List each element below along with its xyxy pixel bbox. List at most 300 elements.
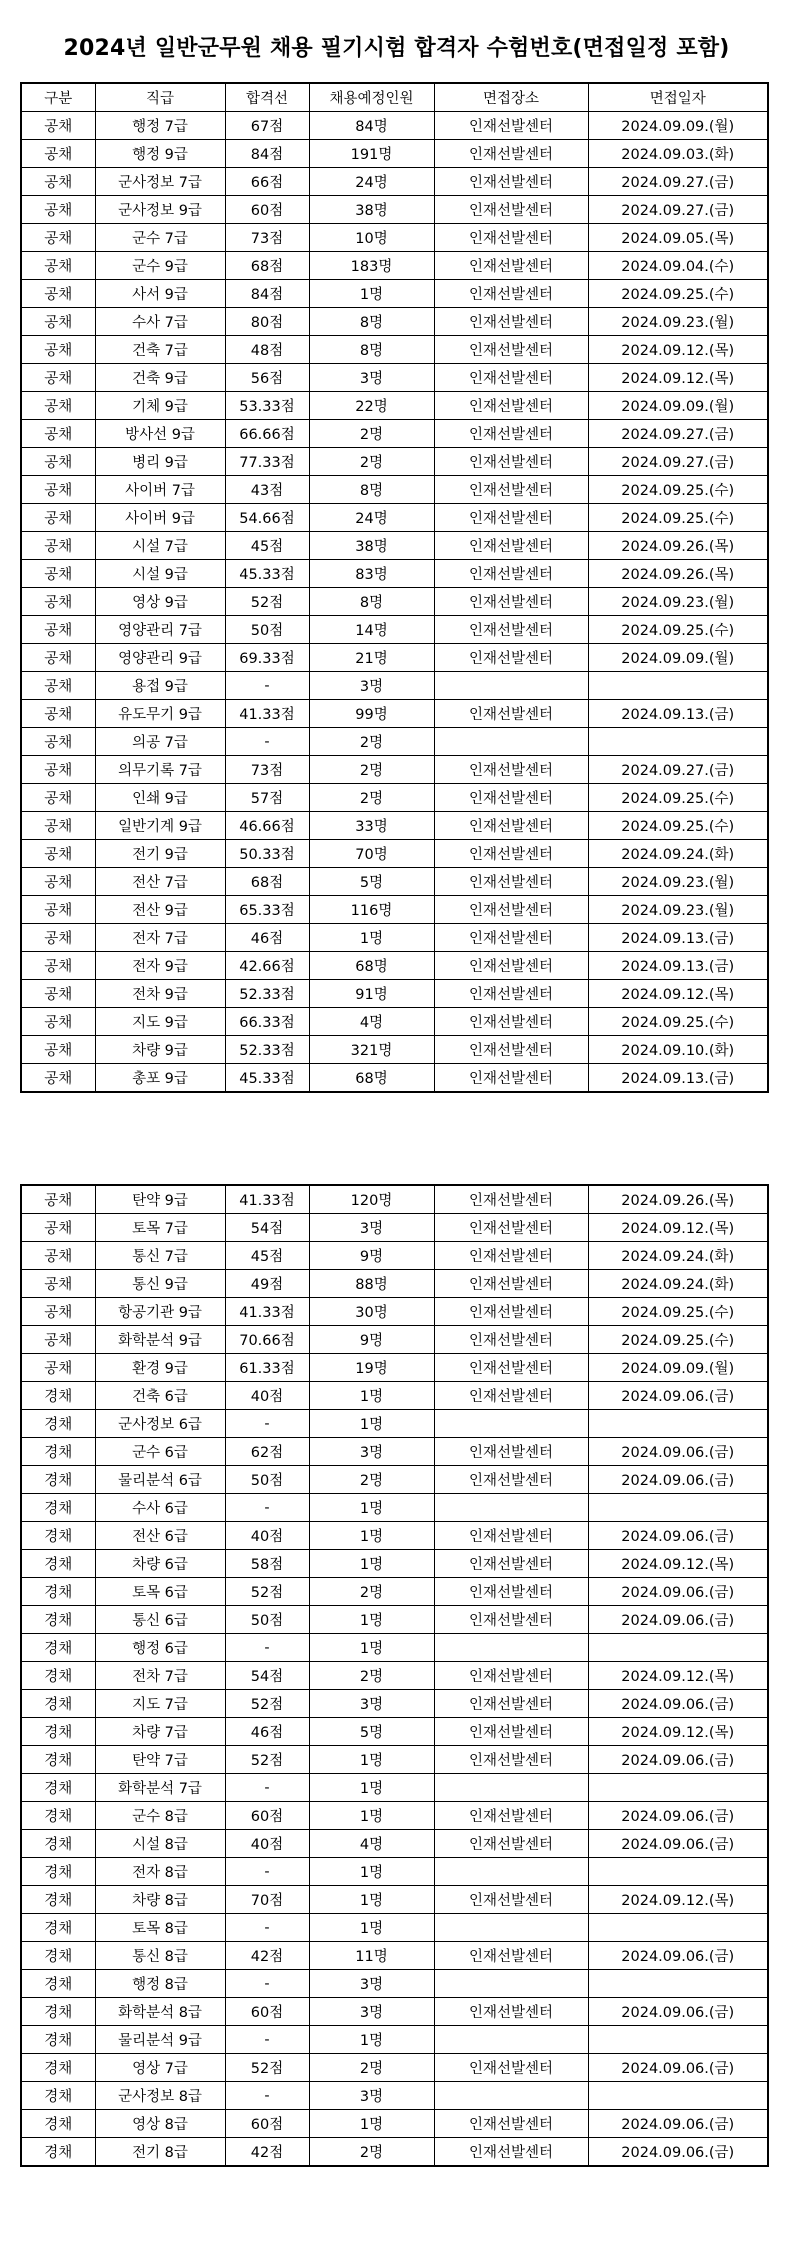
category-cell: 공채: [21, 392, 95, 420]
table-row: [21, 700, 768, 728]
table-row: [21, 1634, 768, 1662]
planned-hires-cell: 8명: [309, 336, 434, 364]
cutoff-cell: 42점: [225, 2138, 309, 2167]
interview-date-cell: 2024.09.12.(목): [588, 980, 768, 1008]
interview-place-cell: 인재선발센터: [434, 644, 588, 672]
interview-date-cell: [588, 728, 768, 756]
interview-place-cell: 인재선발센터: [434, 700, 588, 728]
table-row: [21, 1914, 768, 1942]
table-row: [21, 1382, 768, 1410]
cutoff-cell: 57점: [225, 784, 309, 812]
interview-date-cell: 2024.09.25.(수): [588, 476, 768, 504]
interview-place-cell: 인재선발센터: [434, 1998, 588, 2026]
interview-date-cell: 2024.09.23.(월): [588, 896, 768, 924]
interview-date-cell: 2024.09.25.(수): [588, 616, 768, 644]
cutoff-cell: 50점: [225, 1466, 309, 1494]
interview-date-cell: 2024.09.27.(금): [588, 756, 768, 784]
category-cell: 경채: [21, 2082, 95, 2110]
interview-date-cell: [588, 1914, 768, 1942]
interview-date-cell: 2024.09.13.(금): [588, 700, 768, 728]
results-table-1: [20, 82, 769, 1093]
cutoff-cell: 70.66점: [225, 1326, 309, 1354]
grade-cell: 행정 6급: [95, 1634, 225, 1662]
cutoff-cell: 46.66점: [225, 812, 309, 840]
header-category: 구분: [21, 83, 95, 112]
interview-place-cell: [434, 2026, 588, 2054]
grade-cell: 전산 7급: [95, 868, 225, 896]
grade-cell: 행정 8급: [95, 1970, 225, 1998]
category-cell: 경채: [21, 1998, 95, 2026]
interview-place-cell: 인재선발센터: [434, 476, 588, 504]
grade-cell: 시설 8급: [95, 1830, 225, 1858]
category-cell: 공채: [21, 784, 95, 812]
cutoff-cell: 84점: [225, 140, 309, 168]
interview-date-cell: 2024.09.06.(금): [588, 1578, 768, 1606]
planned-hires-cell: 2명: [309, 1662, 434, 1690]
grade-cell: 수사 6급: [95, 1494, 225, 1522]
planned-hires-cell: 1명: [309, 1802, 434, 1830]
cutoff-cell: 46점: [225, 924, 309, 952]
cutoff-cell: 41.33점: [225, 1298, 309, 1326]
cutoff-cell: 60점: [225, 196, 309, 224]
grade-cell: 시설 7급: [95, 532, 225, 560]
grade-cell: 전기 9급: [95, 840, 225, 868]
table-row: [21, 1214, 768, 1242]
category-cell: 경채: [21, 1466, 95, 1494]
cutoff-cell: 45점: [225, 532, 309, 560]
planned-hires-cell: 33명: [309, 812, 434, 840]
planned-hires-cell: 2명: [309, 2138, 434, 2167]
interview-date-cell: 2024.09.06.(금): [588, 1438, 768, 1466]
grade-cell: 물리분석 9급: [95, 2026, 225, 2054]
interview-place-cell: 인재선발센터: [434, 1008, 588, 1036]
category-cell: 공채: [21, 924, 95, 952]
table-row: [21, 2026, 768, 2054]
category-cell: 공채: [21, 196, 95, 224]
table-row: [21, 728, 768, 756]
interview-date-cell: [588, 1634, 768, 1662]
interview-place-cell: 인재선발센터: [434, 1690, 588, 1718]
planned-hires-cell: 120명: [309, 1185, 434, 1214]
category-cell: 경채: [21, 1578, 95, 1606]
cutoff-cell: 50점: [225, 616, 309, 644]
cutoff-cell: 58점: [225, 1550, 309, 1578]
planned-hires-cell: 11명: [309, 1942, 434, 1970]
cutoff-cell: 48점: [225, 336, 309, 364]
interview-place-cell: 인재선발센터: [434, 1242, 588, 1270]
interview-place-cell: [434, 672, 588, 700]
planned-hires-cell: 22명: [309, 392, 434, 420]
planned-hires-cell: 2명: [309, 728, 434, 756]
category-cell: 공채: [21, 1298, 95, 1326]
table-row: [21, 952, 768, 980]
table-row: [21, 560, 768, 588]
interview-date-cell: 2024.09.26.(목): [588, 560, 768, 588]
cutoff-cell: 60점: [225, 1802, 309, 1830]
cutoff-cell: 52점: [225, 1746, 309, 1774]
table-row: [21, 1270, 768, 1298]
cutoff-cell: 66.66점: [225, 420, 309, 448]
interview-place-cell: [434, 2082, 588, 2110]
interview-date-cell: 2024.09.23.(월): [588, 308, 768, 336]
cutoff-cell: 84점: [225, 280, 309, 308]
category-cell: 공채: [21, 336, 95, 364]
interview-date-cell: 2024.09.06.(금): [588, 1998, 768, 2026]
category-cell: 공채: [21, 952, 95, 980]
grade-cell: 총포 9급: [95, 1064, 225, 1093]
category-cell: 공채: [21, 308, 95, 336]
interview-date-cell: 2024.09.12.(목): [588, 1718, 768, 1746]
category-cell: 경채: [21, 1410, 95, 1438]
interview-place-cell: 인재선발센터: [434, 1606, 588, 1634]
interview-place-cell: 인재선발센터: [434, 1466, 588, 1494]
interview-date-cell: 2024.09.24.(화): [588, 840, 768, 868]
planned-hires-cell: 8명: [309, 308, 434, 336]
interview-place-cell: 인재선발센터: [434, 840, 588, 868]
grade-cell: 건축 9급: [95, 364, 225, 392]
planned-hires-cell: 1명: [309, 1746, 434, 1774]
grade-cell: 의공 7급: [95, 728, 225, 756]
cutoff-cell: 45점: [225, 1242, 309, 1270]
table-row: [21, 812, 768, 840]
table-row: [21, 1438, 768, 1466]
cutoff-cell: 69.33점: [225, 644, 309, 672]
planned-hires-cell: 191명: [309, 140, 434, 168]
cutoff-cell: -: [225, 2026, 309, 2054]
cutoff-cell: 60점: [225, 1998, 309, 2026]
grade-cell: 차량 7급: [95, 1718, 225, 1746]
planned-hires-cell: 1명: [309, 1606, 434, 1634]
interview-date-cell: 2024.09.06.(금): [588, 2110, 768, 2138]
cutoff-cell: 54.66점: [225, 504, 309, 532]
table-row: [21, 1830, 768, 1858]
grade-cell: 화학분석 8급: [95, 1998, 225, 2026]
cutoff-cell: 43점: [225, 476, 309, 504]
category-cell: 경채: [21, 1942, 95, 1970]
grade-cell: 전차 7급: [95, 1662, 225, 1690]
category-cell: 공채: [21, 644, 95, 672]
planned-hires-cell: 9명: [309, 1326, 434, 1354]
interview-date-cell: [588, 1494, 768, 1522]
planned-hires-cell: 83명: [309, 560, 434, 588]
interview-date-cell: 2024.09.27.(금): [588, 448, 768, 476]
planned-hires-cell: 1명: [309, 1410, 434, 1438]
cutoff-cell: 42.66점: [225, 952, 309, 980]
planned-hires-cell: 14명: [309, 616, 434, 644]
interview-date-cell: 2024.09.27.(금): [588, 420, 768, 448]
interview-date-cell: 2024.09.23.(월): [588, 868, 768, 896]
interview-place-cell: 인재선발센터: [434, 1746, 588, 1774]
interview-place-cell: [434, 1634, 588, 1662]
interview-date-cell: 2024.09.06.(금): [588, 1690, 768, 1718]
grade-cell: 용접 9급: [95, 672, 225, 700]
planned-hires-cell: 3명: [309, 1438, 434, 1466]
cutoff-cell: -: [225, 1858, 309, 1886]
interview-place-cell: 인재선발센터: [434, 1270, 588, 1298]
cutoff-cell: 80점: [225, 308, 309, 336]
category-cell: 공채: [21, 476, 95, 504]
table-row: [21, 1036, 768, 1064]
planned-hires-cell: 1명: [309, 2110, 434, 2138]
interview-date-cell: 2024.09.25.(수): [588, 280, 768, 308]
category-cell: 경채: [21, 2138, 95, 2167]
planned-hires-cell: 24명: [309, 504, 434, 532]
planned-hires-cell: 3명: [309, 1970, 434, 1998]
grade-cell: 지도 7급: [95, 1690, 225, 1718]
cutoff-cell: 66.33점: [225, 1008, 309, 1036]
table-row: [21, 1970, 768, 1998]
category-cell: 공채: [21, 616, 95, 644]
category-cell: 공채: [21, 1008, 95, 1036]
planned-hires-cell: 84명: [309, 112, 434, 140]
interview-place-cell: 인재선발센터: [434, 252, 588, 280]
cutoff-cell: -: [225, 672, 309, 700]
table-row: [21, 252, 768, 280]
category-cell: 경채: [21, 1774, 95, 1802]
interview-place-cell: 인재선발센터: [434, 2110, 588, 2138]
interview-place-cell: 인재선발센터: [434, 392, 588, 420]
table-row: [21, 196, 768, 224]
planned-hires-cell: 1명: [309, 280, 434, 308]
table-row: [21, 168, 768, 196]
interview-date-cell: 2024.09.25.(수): [588, 1326, 768, 1354]
planned-hires-cell: 116명: [309, 896, 434, 924]
interview-date-cell: [588, 672, 768, 700]
interview-place-cell: 인재선발센터: [434, 532, 588, 560]
table-row: [21, 1242, 768, 1270]
cutoff-cell: 77.33점: [225, 448, 309, 476]
cutoff-cell: 52점: [225, 1690, 309, 1718]
interview-place-cell: 인재선발센터: [434, 868, 588, 896]
interview-place-cell: 인재선발센터: [434, 1662, 588, 1690]
cutoff-cell: -: [225, 1914, 309, 1942]
table-row: [21, 336, 768, 364]
category-cell: 경채: [21, 1382, 95, 1410]
interview-date-cell: 2024.09.25.(수): [588, 1298, 768, 1326]
planned-hires-cell: 3명: [309, 1690, 434, 1718]
cutoff-cell: 70점: [225, 1886, 309, 1914]
planned-hires-cell: 1명: [309, 1550, 434, 1578]
cutoff-cell: 52.33점: [225, 980, 309, 1008]
cutoff-cell: 49점: [225, 1270, 309, 1298]
grade-cell: 사이버 7급: [95, 476, 225, 504]
planned-hires-cell: 3명: [309, 672, 434, 700]
interview-date-cell: 2024.09.06.(금): [588, 1802, 768, 1830]
planned-hires-cell: 183명: [309, 252, 434, 280]
table-row: [21, 448, 768, 476]
category-cell: 공채: [21, 1214, 95, 1242]
category-cell: 공채: [21, 588, 95, 616]
interview-place-cell: 인재선발센터: [434, 1830, 588, 1858]
interview-date-cell: 2024.09.09.(월): [588, 392, 768, 420]
category-cell: 공채: [21, 728, 95, 756]
planned-hires-cell: 38명: [309, 532, 434, 560]
interview-place-cell: 인재선발센터: [434, 616, 588, 644]
cutoff-cell: 65.33점: [225, 896, 309, 924]
grade-cell: 건축 7급: [95, 336, 225, 364]
cutoff-cell: 40점: [225, 1382, 309, 1410]
table-row: [21, 896, 768, 924]
planned-hires-cell: 1명: [309, 1522, 434, 1550]
grade-cell: 통신 7급: [95, 1242, 225, 1270]
category-cell: 경채: [21, 1690, 95, 1718]
table-row: [21, 1942, 768, 1970]
category-cell: 공채: [21, 252, 95, 280]
category-cell: 공채: [21, 700, 95, 728]
category-cell: 공채: [21, 364, 95, 392]
cutoff-cell: 46점: [225, 1718, 309, 1746]
interview-date-cell: 2024.09.06.(금): [588, 1830, 768, 1858]
header-interview-place: 면접장소: [434, 83, 588, 112]
cutoff-cell: 60점: [225, 2110, 309, 2138]
grade-cell: 병리 9급: [95, 448, 225, 476]
interview-place-cell: 인재선발센터: [434, 756, 588, 784]
interview-date-cell: [588, 1410, 768, 1438]
grade-cell: 통신 8급: [95, 1942, 225, 1970]
category-cell: 경채: [21, 1634, 95, 1662]
interview-date-cell: 2024.09.06.(금): [588, 1942, 768, 1970]
interview-place-cell: 인재선발센터: [434, 1064, 588, 1093]
grade-cell: 군수 7급: [95, 224, 225, 252]
category-cell: 공채: [21, 840, 95, 868]
planned-hires-cell: 2명: [309, 1466, 434, 1494]
interview-date-cell: 2024.09.09.(월): [588, 644, 768, 672]
table-row: [21, 1746, 768, 1774]
interview-date-cell: 2024.09.24.(화): [588, 1242, 768, 1270]
interview-place-cell: 인재선발센터: [434, 420, 588, 448]
category-cell: 공채: [21, 1036, 95, 1064]
category-cell: 공채: [21, 1242, 95, 1270]
category-cell: 공채: [21, 896, 95, 924]
planned-hires-cell: 1명: [309, 2026, 434, 2054]
interview-date-cell: 2024.09.25.(수): [588, 784, 768, 812]
interview-date-cell: [588, 1774, 768, 1802]
category-cell: 공채: [21, 756, 95, 784]
cutoff-cell: 66점: [225, 168, 309, 196]
table-row: [21, 980, 768, 1008]
cutoff-cell: 62점: [225, 1438, 309, 1466]
grade-cell: 전자 9급: [95, 952, 225, 980]
planned-hires-cell: 19명: [309, 1354, 434, 1382]
grade-cell: 기체 9급: [95, 392, 225, 420]
table-row: [21, 672, 768, 700]
table-row: [21, 2054, 768, 2082]
grade-cell: 영상 8급: [95, 2110, 225, 2138]
interview-place-cell: 인재선발센터: [434, 784, 588, 812]
interview-place-cell: 인재선발센터: [434, 952, 588, 980]
grade-cell: 수사 7급: [95, 308, 225, 336]
category-cell: 공채: [21, 532, 95, 560]
grade-cell: 탄약 9급: [95, 1185, 225, 1214]
cutoff-cell: -: [225, 728, 309, 756]
table-row: [21, 1998, 768, 2026]
interview-date-cell: 2024.09.25.(수): [588, 1008, 768, 1036]
cutoff-cell: 45.33점: [225, 560, 309, 588]
interview-date-cell: 2024.09.25.(수): [588, 504, 768, 532]
cutoff-cell: 41.33점: [225, 1185, 309, 1214]
interview-date-cell: 2024.09.13.(금): [588, 924, 768, 952]
planned-hires-cell: 4명: [309, 1008, 434, 1036]
interview-place-cell: [434, 1858, 588, 1886]
planned-hires-cell: 1명: [309, 1886, 434, 1914]
category-cell: 공채: [21, 560, 95, 588]
table-row: [21, 504, 768, 532]
interview-place-cell: 인재선발센터: [434, 224, 588, 252]
interview-date-cell: 2024.09.13.(금): [588, 1064, 768, 1093]
category-cell: 경채: [21, 1886, 95, 1914]
category-cell: 경채: [21, 1438, 95, 1466]
planned-hires-cell: 1명: [309, 924, 434, 952]
cutoff-cell: -: [225, 1410, 309, 1438]
grade-cell: 행정 9급: [95, 140, 225, 168]
interview-date-cell: 2024.09.26.(목): [588, 532, 768, 560]
planned-hires-cell: 2명: [309, 448, 434, 476]
interview-place-cell: 인재선발센터: [434, 112, 588, 140]
planned-hires-cell: 2명: [309, 2054, 434, 2082]
interview-place-cell: 인재선발센터: [434, 924, 588, 952]
grade-cell: 유도무기 9급: [95, 700, 225, 728]
interview-date-cell: 2024.09.06.(금): [588, 2054, 768, 2082]
interview-place-cell: 인재선발센터: [434, 1578, 588, 1606]
table-row: [21, 1185, 768, 1214]
page-title: 2024년 일반군무원 채용 필기시험 합격자 수험번호(면접일정 포함): [63, 36, 730, 61]
category-cell: 공채: [21, 504, 95, 532]
category-cell: 경채: [21, 1522, 95, 1550]
category-cell: 공채: [21, 1270, 95, 1298]
interview-place-cell: [434, 1914, 588, 1942]
grade-cell: 탄약 7급: [95, 1746, 225, 1774]
cutoff-cell: -: [225, 2082, 309, 2110]
table-row: [21, 308, 768, 336]
grade-cell: 영양관리 9급: [95, 644, 225, 672]
category-cell: 공채: [21, 1185, 95, 1214]
grade-cell: 전자 8급: [95, 1858, 225, 1886]
table-row: [21, 1662, 768, 1690]
cutoff-cell: -: [225, 1970, 309, 1998]
grade-cell: 의무기록 7급: [95, 756, 225, 784]
grade-cell: 토목 6급: [95, 1578, 225, 1606]
cutoff-cell: -: [225, 1774, 309, 1802]
table-row: [21, 1008, 768, 1036]
category-cell: 경채: [21, 1494, 95, 1522]
interview-place-cell: 인재선발센터: [434, 504, 588, 532]
cutoff-cell: 73점: [225, 756, 309, 784]
interview-date-cell: 2024.09.12.(목): [588, 1550, 768, 1578]
grade-cell: 건축 6급: [95, 1382, 225, 1410]
grade-cell: 항공기관 9급: [95, 1298, 225, 1326]
grade-cell: 전산 6급: [95, 1522, 225, 1550]
category-cell: 공채: [21, 1064, 95, 1093]
planned-hires-cell: 5명: [309, 1718, 434, 1746]
table-row: [21, 364, 768, 392]
planned-hires-cell: 2명: [309, 784, 434, 812]
interview-place-cell: 인재선발센터: [434, 980, 588, 1008]
grade-cell: 군사정보 7급: [95, 168, 225, 196]
interview-date-cell: 2024.09.23.(월): [588, 588, 768, 616]
planned-hires-cell: 68명: [309, 952, 434, 980]
interview-place-cell: 인재선발센터: [434, 1354, 588, 1382]
header-planned-hires: 채용예정인원: [309, 83, 434, 112]
interview-place-cell: 인재선발센터: [434, 168, 588, 196]
interview-date-cell: 2024.09.13.(금): [588, 952, 768, 980]
cutoff-cell: 40점: [225, 1830, 309, 1858]
interview-place-cell: 인재선발센터: [434, 812, 588, 840]
table-row: [21, 2138, 768, 2167]
cutoff-cell: 50점: [225, 1606, 309, 1634]
interview-place-cell: 인재선발센터: [434, 1185, 588, 1214]
table-row: [21, 1064, 768, 1093]
planned-hires-cell: 8명: [309, 588, 434, 616]
